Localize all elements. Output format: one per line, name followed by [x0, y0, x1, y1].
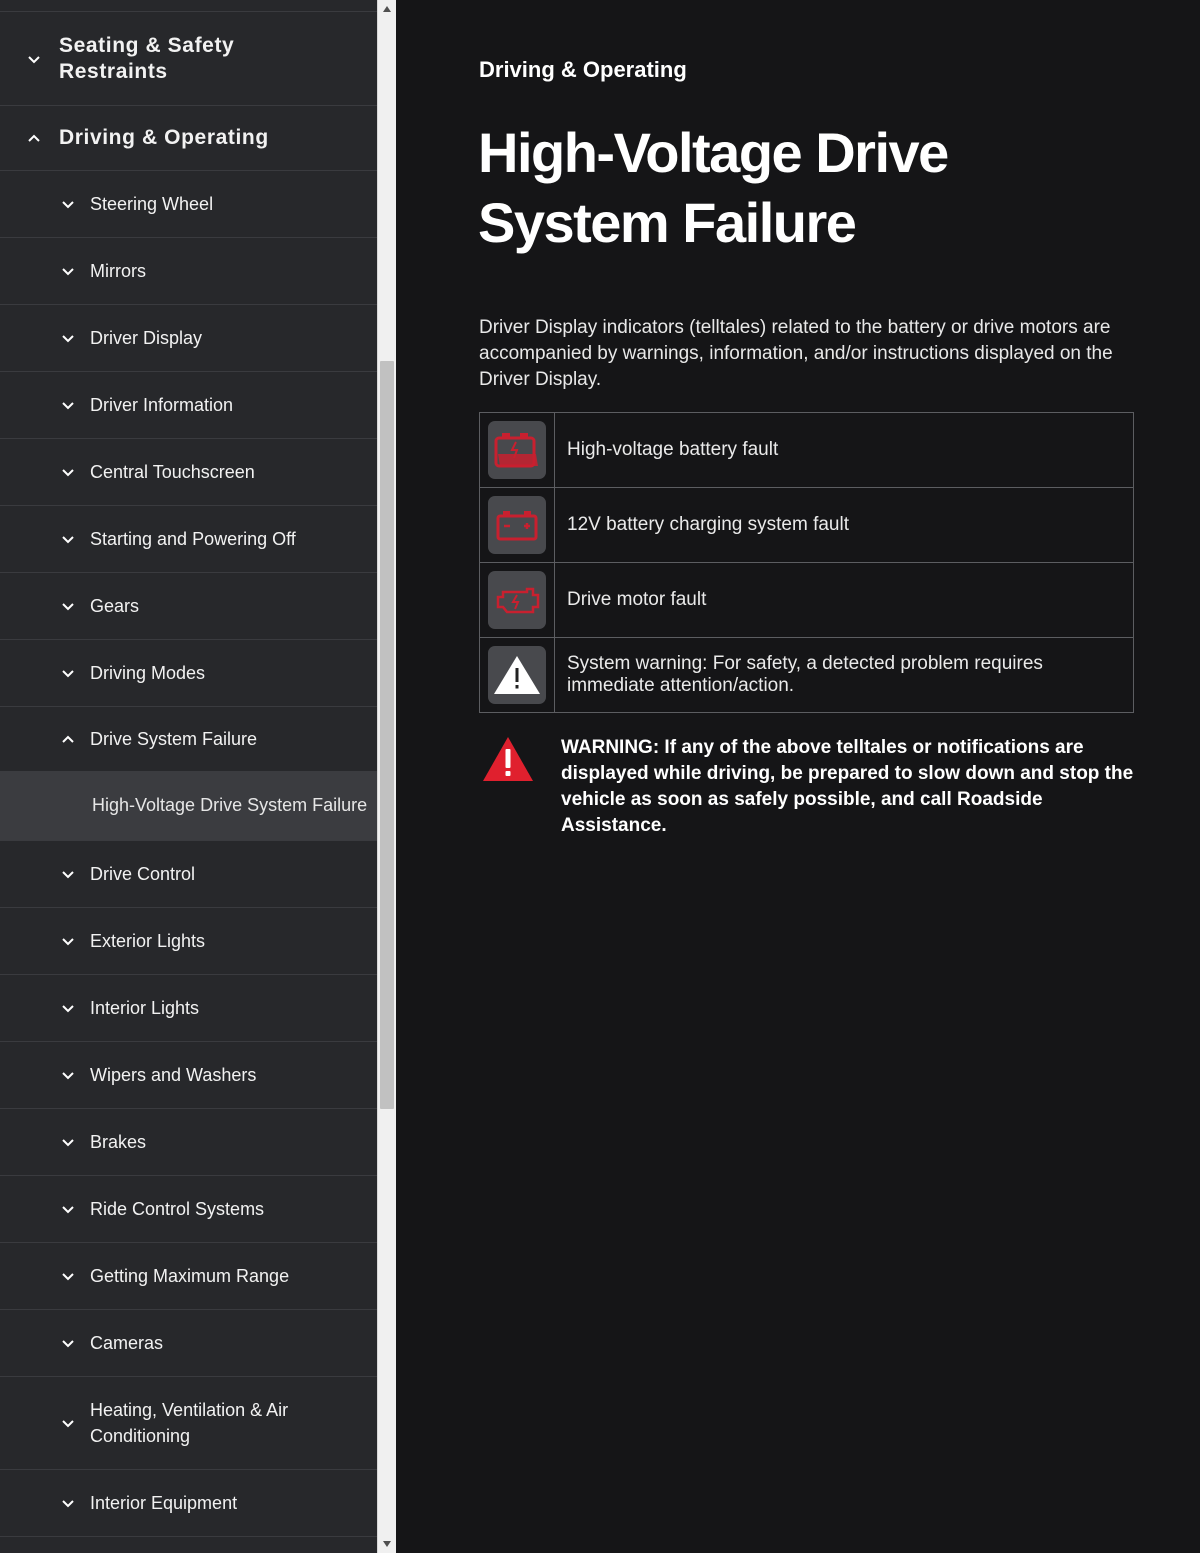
- main-content: [396, 0, 1200, 1553]
- chevron-up-icon: [61, 732, 75, 746]
- sidebar-item-label: Brakes: [90, 1132, 147, 1152]
- warning-text: WARNING: If any of the above telltales or notifications are displayed while driving, be prepared to slow down and stop the vehicle as soon as safely possible, and call Roadside Assistance.: [561, 737, 1134, 836]
- telltale-text: High-voltage battery fault: [555, 413, 1134, 488]
- sidebar-item-interior-lights[interactable]: [0, 975, 377, 1042]
- telltale-table: [479, 412, 1134, 713]
- table-cell: [480, 488, 555, 563]
- intro-paragraph: Driver Display indicators (telltales) related to the battery or drive motors are accompanied by warnings, information, and/or instructions displayed on the Driver Display.: [479, 317, 1113, 390]
- table-cell: [480, 638, 555, 713]
- chevron-down-icon: [61, 1135, 75, 1149]
- page-title: High-Voltage Drive System Failure: [478, 121, 948, 254]
- sidebar-section-label: Seating & Safety Restraints: [59, 33, 235, 83]
- scroll-down-arrow-icon[interactable]: [378, 1535, 396, 1553]
- sidebar-item-driving-modes[interactable]: [0, 640, 377, 707]
- chevron-down-icon: [61, 867, 75, 881]
- chevron-down-icon: [61, 599, 75, 613]
- chevron-down-icon: [61, 1416, 75, 1430]
- chevron-down-icon: [61, 1068, 75, 1082]
- sidebar-item-label: Interior Equipment: [90, 1493, 238, 1513]
- warning-triangle-icon: [482, 735, 534, 783]
- sidebar-item-label: Heating, Ventilation & Air Conditioning: [90, 1400, 289, 1446]
- sidebar-item-cameras[interactable]: [0, 1310, 377, 1377]
- table-cell: [480, 563, 555, 638]
- sidebar-item-drive-control[interactable]: [0, 841, 377, 908]
- sidebar-item-central-touchscreen[interactable]: [0, 439, 377, 506]
- sidebar-item-driver-display[interactable]: [0, 305, 377, 372]
- sidebar-section-label: Driving & Operating: [59, 126, 269, 149]
- chevron-down-icon: [61, 1001, 75, 1015]
- table-row: [480, 488, 1134, 563]
- table-cell: [480, 413, 555, 488]
- sidebar-item-label: Central Touchscreen: [90, 462, 255, 482]
- table-row: [480, 413, 1134, 488]
- sidebar-item-hvac[interactable]: [0, 1377, 377, 1470]
- sidebar-subitem-label: High-Voltage Drive System Failure: [92, 795, 368, 815]
- sidebar-item-label: Steering Wheel: [90, 194, 214, 214]
- sidebar-item-label: Gears: [90, 596, 140, 616]
- sidebar-item-interior-equipment[interactable]: [0, 1470, 377, 1537]
- table-row: [480, 638, 1134, 713]
- chevron-down-icon: [61, 934, 75, 948]
- sidebar-item-driver-information[interactable]: [0, 372, 377, 439]
- sidebar-item-label: Starting and Powering Off: [90, 529, 296, 549]
- sidebar-item-label: Getting Maximum Range: [90, 1266, 290, 1286]
- telltale-text: Drive motor fault: [555, 563, 1134, 638]
- sidebar-scrollbar[interactable]: [377, 0, 396, 1553]
- drive-motor-icon: [488, 571, 546, 629]
- chevron-up-icon: [27, 131, 41, 145]
- sidebar-item-ride-control-systems[interactable]: [0, 1176, 377, 1243]
- telltale-text: 12V battery charging system fault: [555, 488, 1134, 563]
- sidebar-item-label: Cameras: [90, 1333, 164, 1353]
- sidebar-item-drive-system-failure[interactable]: [0, 707, 377, 771]
- chevron-down-icon: [61, 1269, 75, 1283]
- sidebar-item-gears[interactable]: [0, 573, 377, 640]
- chevron-down-icon: [61, 1336, 75, 1350]
- sidebar-item-label: Driver Display: [90, 328, 203, 348]
- sidebar-item-label: Drive Control: [90, 864, 196, 884]
- sidebar-item-exterior-lights[interactable]: [0, 908, 377, 975]
- chevron-down-icon: [27, 52, 41, 66]
- scroll-up-arrow-icon[interactable]: [378, 0, 396, 18]
- sidebar-nav: [0, 0, 377, 1553]
- sidebar-item-label: Ride Control Systems: [90, 1199, 265, 1219]
- chevron-down-icon: [61, 264, 75, 278]
- sidebar-item-wipers-washers[interactable]: [0, 1042, 377, 1109]
- sidebar-item-getting-maximum-range[interactable]: [0, 1243, 377, 1310]
- sidebar-item-brakes[interactable]: [0, 1109, 377, 1176]
- chevron-down-icon: [61, 465, 75, 479]
- chevron-down-icon: [61, 1202, 75, 1216]
- chevron-down-icon: [61, 331, 75, 345]
- chevron-down-icon: [61, 1496, 75, 1510]
- sidebar-item-mirrors[interactable]: [0, 238, 377, 305]
- sidebar-item-steering-wheel[interactable]: [0, 171, 377, 238]
- sidebar-item-label: Driving Modes: [90, 663, 206, 683]
- sidebar-section-driving-operating[interactable]: [0, 106, 377, 171]
- sidebar-item-label: Exterior Lights: [90, 931, 206, 951]
- sidebar-item-label: Mirrors: [90, 261, 146, 281]
- sidebar-section-seating-safety[interactable]: [0, 12, 377, 106]
- breadcrumb[interactable]: Driving & Operating: [479, 57, 687, 82]
- sidebar-item-label: Interior Lights: [90, 998, 200, 1018]
- sidebar-item-label: Driver Information: [90, 395, 234, 415]
- telltale-text: System warning: For safety, a detected problem requires immediate attention/action.: [555, 638, 1134, 713]
- scrollbar-thumb[interactable]: [380, 361, 394, 1109]
- sidebar-item-label: Drive System Failure: [90, 729, 258, 749]
- high-voltage-battery-icon: [488, 421, 546, 479]
- system-warning-icon: [488, 646, 546, 704]
- sidebar-item-label: Wipers and Washers: [90, 1065, 257, 1085]
- chevron-down-icon: [61, 532, 75, 546]
- sidebar-item-starting-powering-off[interactable]: [0, 506, 377, 573]
- 12v-battery-icon: [488, 496, 546, 554]
- chevron-down-icon: [61, 398, 75, 412]
- table-row: [480, 563, 1134, 638]
- chevron-down-icon: [61, 666, 75, 680]
- chevron-down-icon: [61, 197, 75, 211]
- sidebar-subitem-high-voltage-drive-system-failure[interactable]: [0, 771, 377, 841]
